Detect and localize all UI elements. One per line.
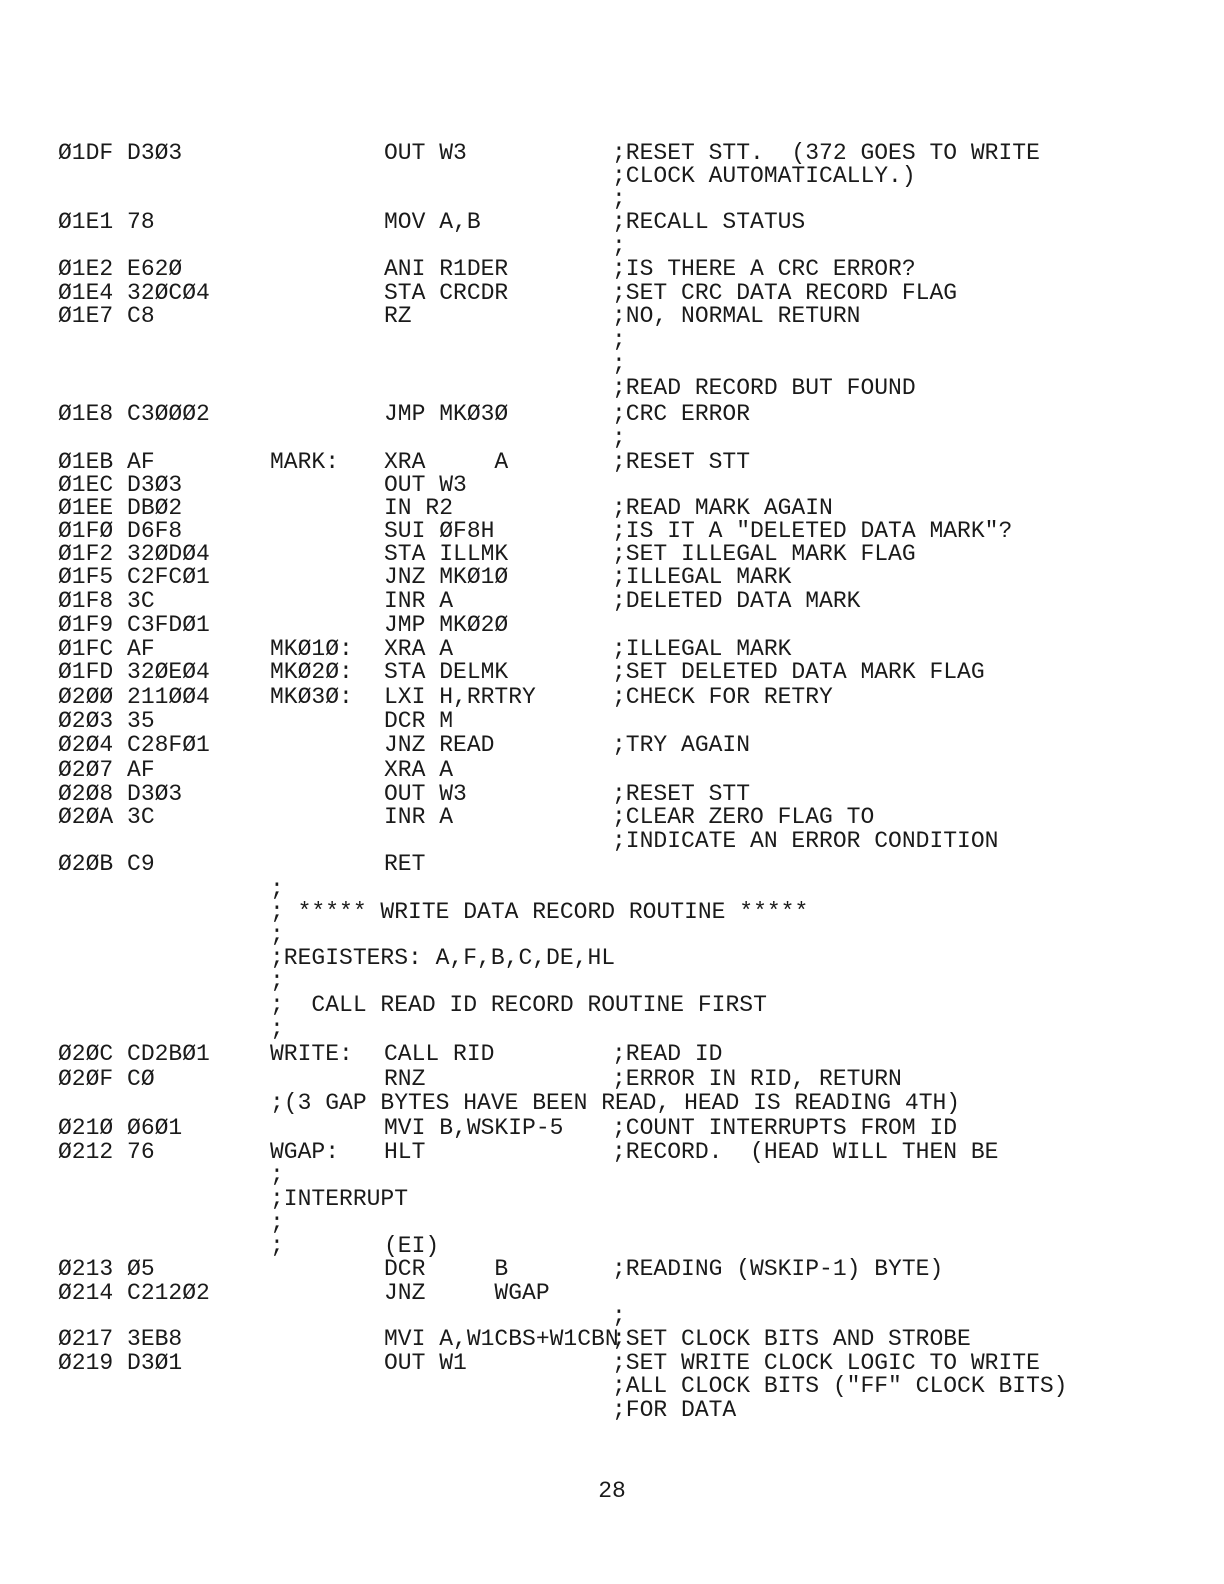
line-label: MKØ3Ø: — [270, 684, 353, 710]
line-comment: ;ERROR IN RID, RETURN — [612, 1066, 902, 1092]
line-comment: ; — [612, 186, 626, 212]
line-comment: ;CHECK FOR RETRY — [612, 684, 833, 710]
line-label: ; — [270, 1016, 284, 1042]
listing-line — [0, 900, 1224, 924]
line-comment: ;RESET STT — [612, 781, 751, 807]
listing-line — [0, 1281, 1224, 1305]
line-label: MKØ2Ø: — [270, 659, 353, 685]
listing-line — [0, 1234, 1224, 1258]
listing-line — [0, 450, 1224, 474]
line-instruction: DCR B — [384, 1256, 509, 1282]
line-comment: ;READ MARK AGAIN — [612, 495, 833, 521]
line-comment: ;READING (WSKIP-1) BYTE) — [612, 1256, 944, 1282]
line-instruction: MOV A,B — [384, 209, 481, 235]
line-label: ; — [270, 1210, 284, 1236]
listing-line — [0, 352, 1224, 376]
listing-line — [0, 1163, 1224, 1187]
listing-line — [0, 782, 1224, 806]
line-address: Ø1F2 32ØDØ4 — [58, 541, 210, 567]
line-instruction: JNZ MKØ1Ø — [384, 564, 509, 590]
listing-line — [0, 426, 1224, 450]
listing-line — [0, 637, 1224, 661]
line-instruction: MVI B,WSKIP-5 — [384, 1115, 564, 1141]
line-label: ; ***** WRITE DATA RECORD ROUTINE ***** — [270, 899, 809, 925]
line-label: ; — [270, 1162, 284, 1188]
listing-line — [0, 328, 1224, 352]
line-address: Ø1E8 C3ØØØ2 — [58, 401, 210, 427]
line-instruction: XRA A — [384, 636, 454, 662]
line-comment: ; — [612, 327, 626, 353]
listing-line — [0, 969, 1224, 993]
line-address: Ø1E7 C8 — [58, 303, 155, 329]
listing-line — [0, 164, 1224, 188]
line-instruction: RNZ — [384, 1066, 426, 1092]
listing-line — [0, 829, 1224, 853]
line-address: Ø217 3EB8 — [58, 1326, 183, 1352]
line-comment: ; — [612, 1303, 626, 1329]
line-address: Ø2Ø4 C28FØ1 — [58, 732, 210, 758]
line-instruction: JMP MKØ2Ø — [384, 612, 509, 638]
line-label: ; — [270, 968, 284, 994]
listing-line — [0, 993, 1224, 1017]
line-address: Ø2Ø3 35 — [58, 708, 155, 734]
listing-line — [0, 542, 1224, 566]
listing-line — [0, 1067, 1224, 1091]
listing-line — [0, 613, 1224, 637]
line-address: Ø1E2 E62Ø — [58, 256, 183, 282]
line-address: Ø2ØA 3C — [58, 804, 155, 830]
line-address: Ø1FØ D6F8 — [58, 518, 183, 544]
line-label: ;REGISTERS: A,F,B,C,DE,HL — [270, 945, 616, 971]
line-address: Ø2ØØ 211ØØ4 — [58, 684, 210, 710]
listing-line — [0, 1374, 1224, 1398]
line-instruction: JMP MKØ3Ø — [384, 401, 509, 427]
line-address: Ø2Ø8 D3Ø3 — [58, 781, 183, 807]
line-address: Ø2ØB C9 — [58, 851, 155, 877]
listing-line — [0, 946, 1224, 970]
listing-line — [0, 1211, 1224, 1235]
line-instruction: OUT W3 — [384, 472, 467, 498]
line-instruction: STA DELMK — [384, 659, 509, 685]
line-address: Ø214 C212Ø2 — [58, 1280, 210, 1306]
line-comment: ;TRY AGAIN — [612, 732, 751, 758]
line-comment: ;SET CLOCK BITS AND STROBE — [612, 1326, 971, 1352]
listing-line — [0, 1327, 1224, 1351]
line-instruction: OUT W3 — [384, 781, 467, 807]
line-comment: ;CRC ERROR — [612, 401, 751, 427]
line-comment: ;SET CRC DATA RECORD FLAG — [612, 280, 958, 306]
line-label: ; CALL READ ID RECORD ROUTINE FIRST — [270, 992, 767, 1018]
line-instruction: RZ — [384, 303, 412, 329]
line-label: ; — [270, 1233, 284, 1259]
line-address: Ø1E4 32ØCØ4 — [58, 280, 210, 306]
listing-line — [0, 733, 1224, 757]
listing-line — [0, 496, 1224, 520]
line-comment: ;ILLEGAL MARK — [612, 564, 792, 590]
line-comment: ;CLEAR ZERO FLAG TO — [612, 804, 875, 830]
listing-line — [0, 473, 1224, 497]
line-label: ; — [270, 876, 284, 902]
line-label: MKØ1Ø: — [270, 636, 353, 662]
line-address: Ø1F8 3C — [58, 588, 155, 614]
page-number: 28 — [598, 1478, 626, 1504]
line-comment: ;RESET STT — [612, 449, 751, 475]
line-instruction: RET — [384, 851, 426, 877]
line-instruction: LXI H,RRTRY — [384, 684, 536, 710]
listing-line — [0, 758, 1224, 782]
listing-line — [0, 1116, 1224, 1140]
listing-line — [0, 1187, 1224, 1211]
listing-line — [0, 1042, 1224, 1066]
line-address: Ø2ØF CØ — [58, 1066, 155, 1092]
line-instruction: MVI A,W1CBS+W1CBN — [384, 1326, 619, 1352]
line-comment: ;COUNT INTERRUPTS FROM ID — [612, 1115, 958, 1141]
line-label: WRITE: — [270, 1041, 353, 1067]
listing-line — [0, 281, 1224, 305]
listing-line — [0, 1351, 1224, 1375]
line-comment: ;RECORD. (HEAD WILL THEN BE — [612, 1139, 999, 1165]
line-comment: ;DELETED DATA MARK — [612, 588, 861, 614]
line-instruction: OUT W1 — [384, 1350, 467, 1376]
listing-line — [0, 376, 1224, 400]
line-address: Ø1FD 32ØEØ4 — [58, 659, 210, 685]
listing-line — [0, 1304, 1224, 1328]
line-comment: ; — [612, 425, 626, 451]
line-address: Ø21Ø Ø6Ø1 — [58, 1115, 183, 1141]
line-label: ;INTERRUPT — [270, 1186, 409, 1212]
line-comment: ;READ RECORD BUT FOUND — [612, 375, 916, 401]
listing-line — [0, 709, 1224, 733]
line-label: MARK: — [270, 449, 340, 475]
line-comment: ;FOR DATA — [612, 1397, 737, 1423]
listing-line — [0, 1091, 1224, 1115]
line-comment: ;CLOCK AUTOMATICALLY.) — [612, 163, 916, 189]
line-comment: ;ILLEGAL MARK — [612, 636, 792, 662]
listing-line — [0, 1140, 1224, 1164]
line-address: Ø1F9 C3FDØ1 — [58, 612, 210, 638]
line-address: Ø2Ø7 AF — [58, 757, 155, 783]
line-comment: ;READ ID — [612, 1041, 723, 1067]
line-label: ;(3 GAP BYTES HAVE BEEN READ, HEAD IS READING 4TH) — [270, 1090, 961, 1116]
line-address: Ø219 D3Ø1 — [58, 1350, 183, 1376]
listing-line — [0, 1257, 1224, 1281]
line-address: Ø212 76 — [58, 1139, 155, 1165]
line-instruction: XRA A — [384, 757, 454, 783]
line-comment: ;NO, NORMAL RETURN — [612, 303, 861, 329]
listing-line — [0, 519, 1224, 543]
line-comment: ;SET ILLEGAL MARK FLAG — [612, 541, 916, 567]
line-instruction: INR A — [384, 588, 454, 614]
line-label: ; — [270, 922, 284, 948]
line-comment: ;INDICATE AN ERROR CONDITION — [612, 828, 999, 854]
listing-line — [0, 660, 1224, 684]
listing-line — [0, 304, 1224, 328]
line-instruction: JNZ READ — [384, 732, 495, 758]
line-comment: ;RECALL STATUS — [612, 209, 806, 235]
listing-line — [0, 852, 1224, 876]
line-instruction: CALL RID — [384, 1041, 495, 1067]
line-instruction: ANI R1DER — [384, 256, 509, 282]
line-comment: ;IS THERE A CRC ERROR? — [612, 256, 916, 282]
line-instruction: OUT W3 — [384, 140, 467, 166]
listing-line — [0, 589, 1224, 613]
listing-line — [0, 877, 1224, 901]
line-address: Ø1F5 C2FCØ1 — [58, 564, 210, 590]
line-comment: ;SET DELETED DATA MARK FLAG — [612, 659, 985, 685]
line-address: Ø1EC D3Ø3 — [58, 472, 183, 498]
listing-line — [0, 257, 1224, 281]
line-instruction: STA CRCDR — [384, 280, 509, 306]
line-comment: ; — [612, 351, 626, 377]
line-instruction: HLT — [384, 1139, 426, 1165]
line-instruction: SUI ØF8H — [384, 518, 495, 544]
line-instruction: XRA A — [384, 449, 509, 475]
line-instruction: IN R2 — [384, 495, 454, 521]
line-comment: ;RESET STT. (372 GOES TO WRITE — [612, 140, 1040, 166]
listing-line — [0, 923, 1224, 947]
listing-line — [0, 234, 1224, 258]
line-address: Ø1EB AF — [58, 449, 155, 475]
listing-line — [0, 402, 1224, 426]
line-instruction: DCR M — [384, 708, 454, 734]
listing-line — [0, 685, 1224, 709]
listing-line — [0, 141, 1224, 165]
listing-line — [0, 187, 1224, 211]
line-instruction: STA ILLMK — [384, 541, 509, 567]
line-comment: ; — [612, 233, 626, 259]
line-address: Ø213 Ø5 — [58, 1256, 155, 1282]
line-label: WGAP: — [270, 1139, 340, 1165]
line-instruction: (EI) — [384, 1233, 440, 1259]
listing-line — [0, 1017, 1224, 1041]
line-instruction: JNZ WGAP — [384, 1280, 550, 1306]
line-address: Ø1DF D3Ø3 — [58, 140, 183, 166]
listing-line — [0, 805, 1224, 829]
listing-line — [0, 210, 1224, 234]
line-address: Ø1EE DBØ2 — [58, 495, 183, 521]
line-address: Ø1E1 78 — [58, 209, 155, 235]
line-comment: ;SET WRITE CLOCK LOGIC TO WRITE — [612, 1350, 1040, 1376]
line-address: Ø2ØC CD2BØ1 — [58, 1041, 210, 1067]
listing-line — [0, 1398, 1224, 1422]
line-instruction: INR A — [384, 804, 454, 830]
line-address: Ø1FC AF — [58, 636, 155, 662]
line-comment: ;ALL CLOCK BITS ("FF" CLOCK BITS) — [612, 1373, 1068, 1399]
listing-line — [0, 565, 1224, 589]
line-comment: ;IS IT A "DELETED DATA MARK"? — [612, 518, 1013, 544]
